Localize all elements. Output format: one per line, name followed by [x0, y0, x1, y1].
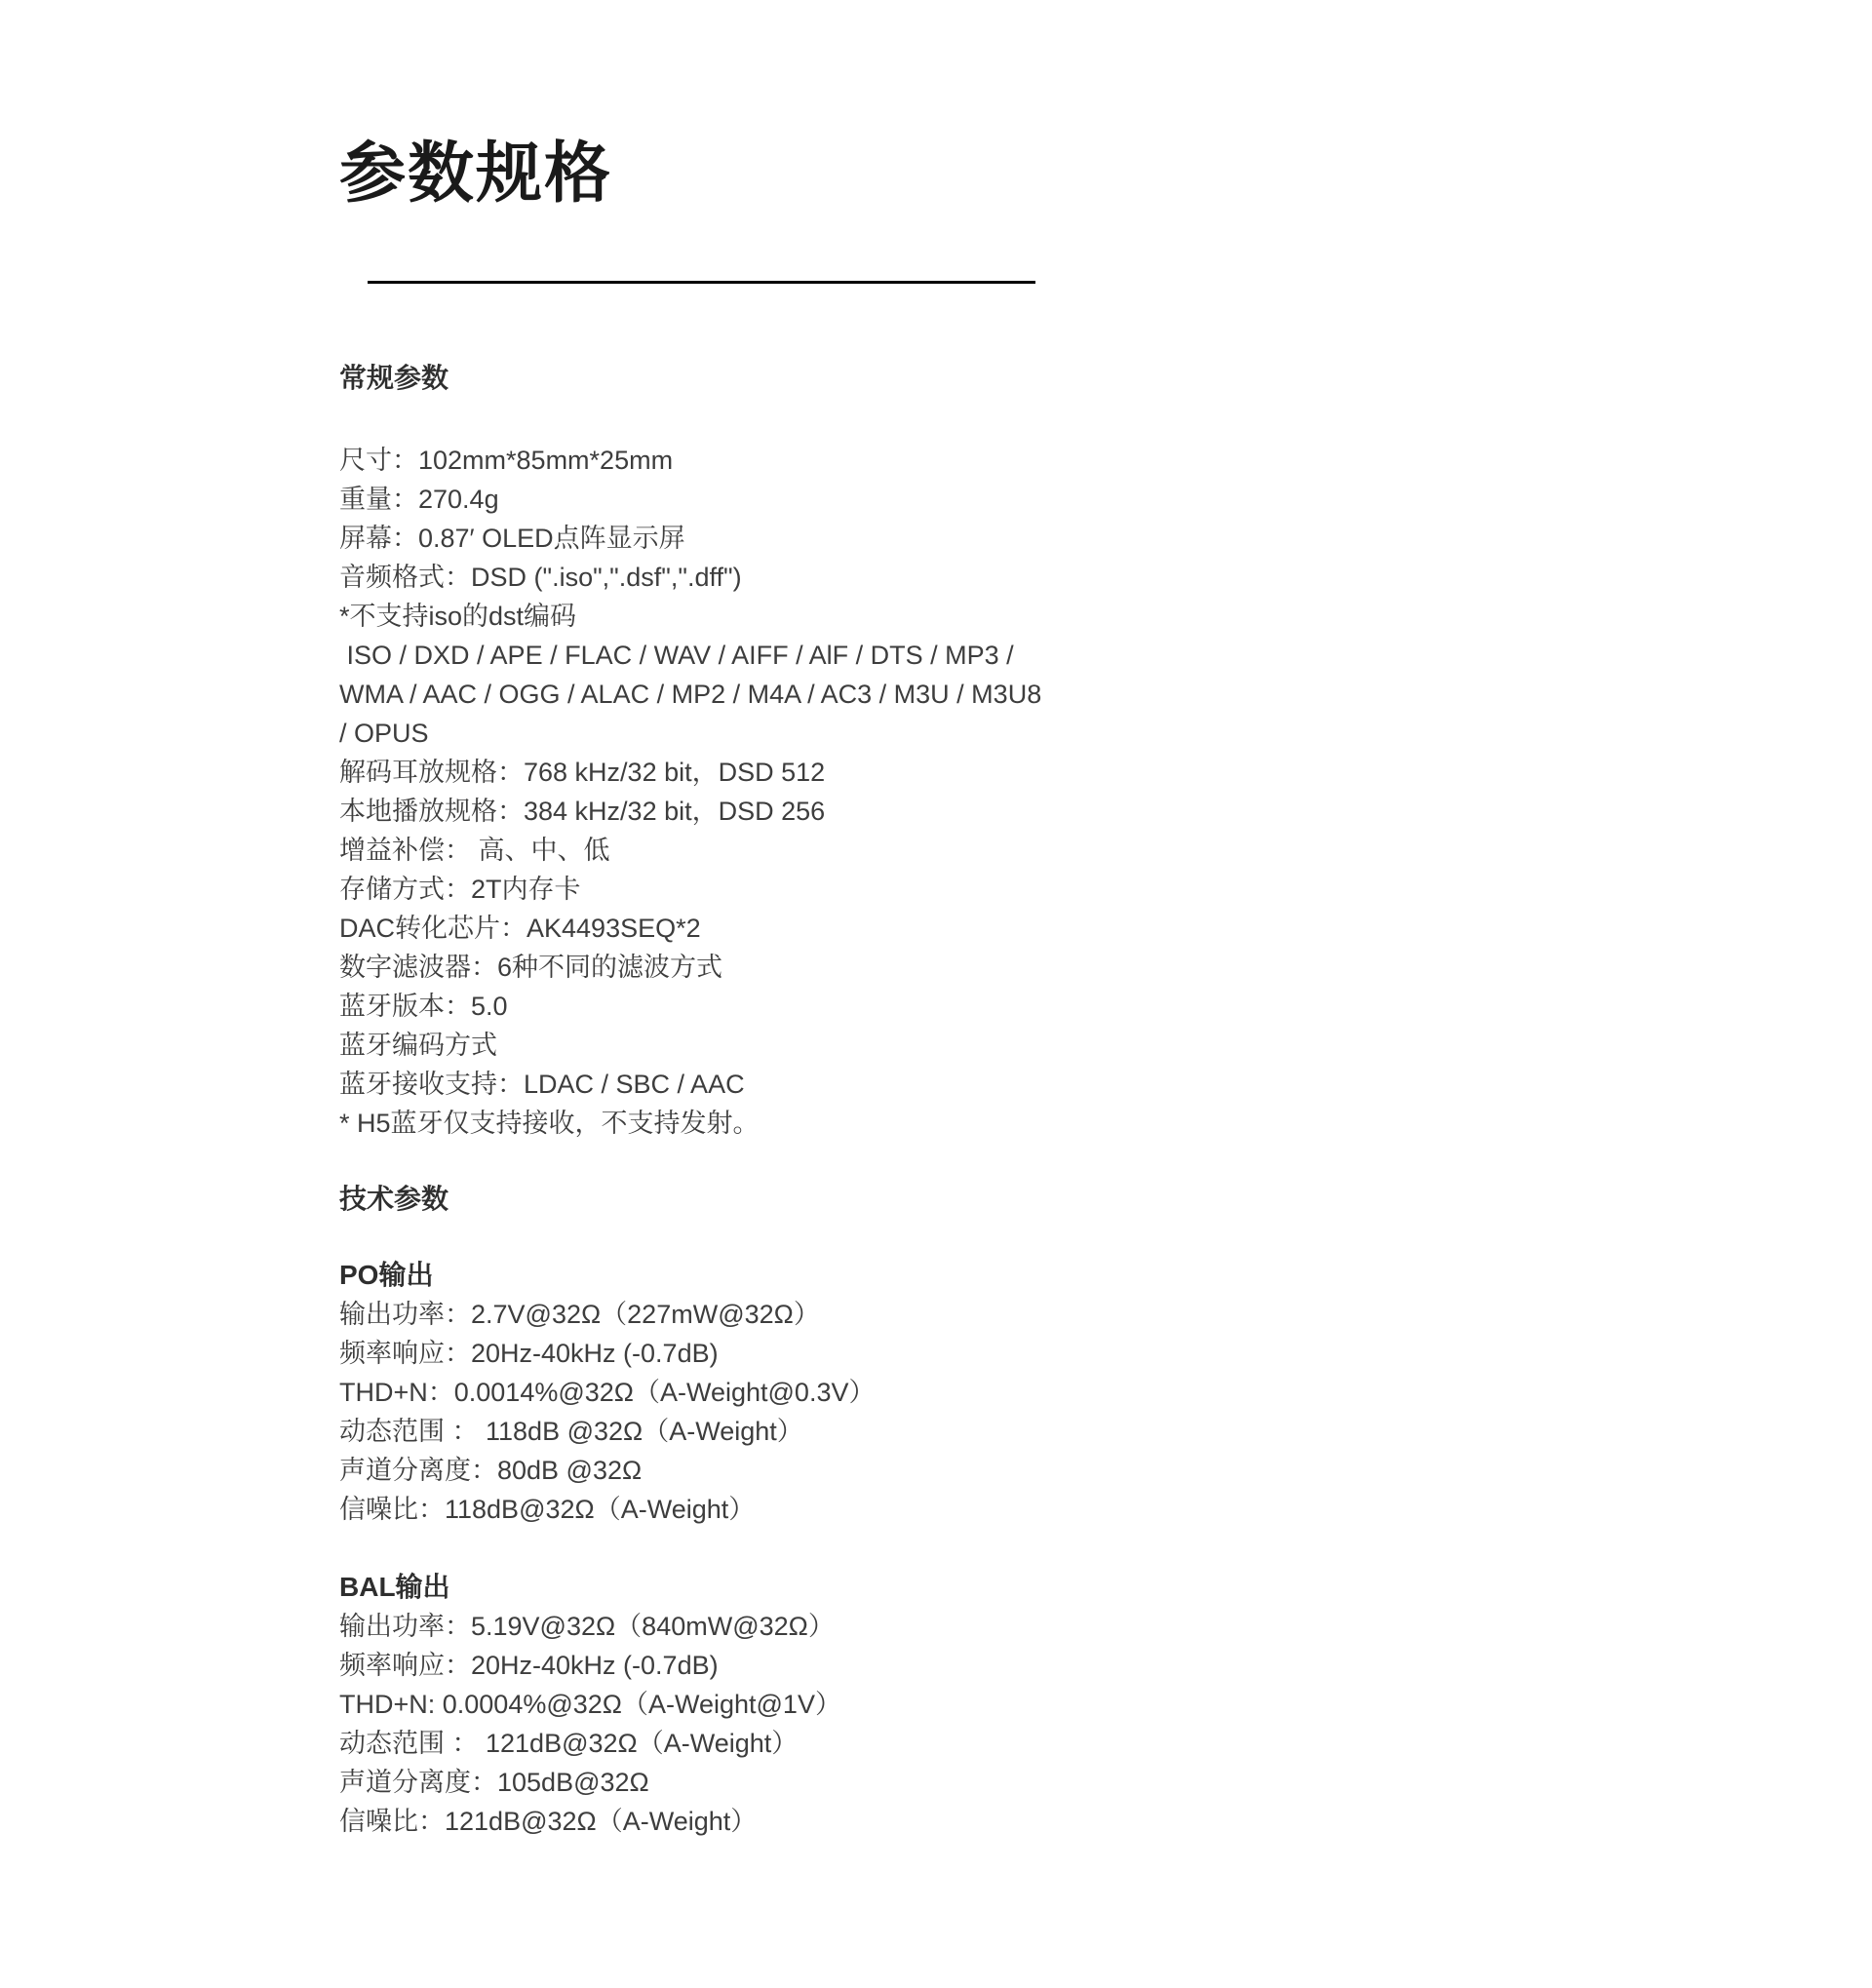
spec-line-dac-chip: DAC转化芯片：AK4493SEQ*2 [339, 914, 701, 943]
spec-line-audio-format: 音频格式：DSD (".iso",".dsf",".dff") [339, 563, 742, 592]
spec-line-dac-amp-spec: 解码耳放规格：768 kHz/32 bit，DSD 512 [339, 758, 826, 787]
page-title: 参数规格 [339, 136, 613, 211]
bal-output-block [339, 1607, 1119, 1841]
spec-line-bal-snr: 信噪比：121dB@32Ω（A-Weight） [339, 1807, 758, 1836]
spec-line-bt-receive: 蓝牙接收支持：LDAC / SBC / AAC [339, 1070, 745, 1099]
spec-line-bal-frequency-response: 频率响应：20Hz-40kHz (-0.7dB) [339, 1651, 719, 1680]
title-divider-rule [368, 281, 1035, 284]
spec-line-bal-crosstalk: 声道分离度：105dB@32Ω [339, 1768, 649, 1797]
spec-line-formats-1: ISO / DXD / APE / FLAC / WAV / AIFF / AlF / DTS / MP3 / [339, 641, 1014, 670]
spec-line-storage: 存储方式：2T内存卡 [339, 875, 581, 904]
spec-line-po-output-power: 输出功率：2.7V@32Ω（227mW@32Ω） [339, 1300, 820, 1329]
spec-line-local-playback: 本地播放规格：384 kHz/32 bit，DSD 256 [339, 797, 826, 826]
general-parameters-block [339, 441, 1119, 1143]
spec-line-po-frequency-response: 频率响应：20Hz-40kHz (-0.7dB) [339, 1339, 719, 1368]
spec-line-bal-output-power: 输出功率：5.19V@32Ω（840mW@32Ω） [339, 1612, 835, 1641]
spec-line-gain: 增益补偿： 高、中、低 [339, 836, 610, 865]
spec-line-formats-3: / OPUS [339, 719, 429, 748]
po-output-block [339, 1295, 1119, 1529]
spec-line-po-thd-n: THD+N：0.0014%@32Ω（A-Weight@0.3V） [339, 1378, 876, 1407]
spec-line-dimensions: 尺寸：102mm*85mm*25mm [339, 446, 674, 475]
spec-line-bt-codec: 蓝牙编码方式 [339, 1031, 497, 1060]
spec-line-po-crosstalk: 声道分离度：80dB @32Ω [339, 1456, 643, 1485]
spec-line-weight: 重量：270.4g [339, 485, 499, 514]
spec-line-po-dynamic-range: 动态范围 ： 118dB @32Ω（A-Weight） [339, 1417, 803, 1446]
spec-line-bal-thd-n: THD+N: 0.0004%@32Ω（A-Weight@1V） [339, 1690, 841, 1719]
spec-line-screen: 屏幕：0.87′ OLED点阵显示屏 [339, 524, 685, 553]
section-heading-bal-output: BAL输出 [339, 1572, 450, 1602]
spec-line-dst-note: *不支持iso的dst编码 [339, 602, 577, 631]
spec-line-po-snr: 信噪比：118dB@32Ω（A-Weight） [339, 1495, 756, 1524]
spec-line-formats-2: WMA / AAC / OGG / ALAC / MP2 / M4A / AC3 / M3U / M3U8 [339, 680, 1042, 709]
section-heading-po-output: PO输出 [339, 1260, 434, 1290]
spec-line-bal-dynamic-range: 动态范围 ： 121dB@32Ω（A-Weight） [339, 1729, 799, 1758]
spec-line-bt-version: 蓝牙版本：5.0 [339, 992, 508, 1021]
spec-line-digital-filter: 数字滤波器：6种不同的滤波方式 [339, 953, 723, 982]
spec-line-bt-note: * H5蓝牙仅支持接收，不支持发射。 [339, 1109, 760, 1138]
section-heading-technical-parameters: 技术参数 [339, 1184, 449, 1214]
section-heading-general-parameters: 常规参数 [339, 363, 449, 393]
